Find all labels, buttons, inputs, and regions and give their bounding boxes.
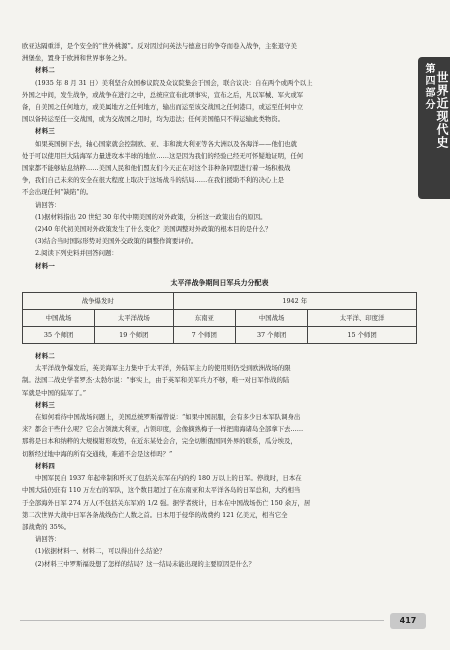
question-1-heading: 请回答： (35, 200, 61, 209)
chapter-part-label: 第四部分 (423, 63, 434, 111)
question-2-item: (1)依据材料一、材料二，可以得出什么结论？ (35, 547, 166, 556)
table-column-header: 中国战场 (23, 310, 95, 327)
table-group-header: 1942 年 (173, 293, 416, 310)
material-2-heading: 材料二 (35, 66, 56, 75)
material-3-line: 争，我们自己未来的安全在很大程度上取决于这场战斗的结局……在我们援助不利的决心上是 (22, 176, 285, 185)
question-1-item: (3)结合当时国际形势对美国外交政策的调整作简要评价。 (35, 237, 198, 246)
material-2-line: 外国之中间，发生战争，或战争在进行之中，总统应宣布此项事实，宣布之后，凡以军械、军火或军 (22, 90, 304, 99)
intro-line: 洲堡垒，置身于欧洲和世界事务之外。 (22, 54, 131, 63)
material-3-heading: 材料三 (35, 127, 56, 136)
material-4-heading: 材料四 (35, 461, 56, 470)
material-3b-line: 切断经过地中海的所有交通线，难道不会是这样吗？” (22, 449, 173, 458)
table-group-header: 战争爆发时 (23, 293, 174, 310)
question-1-item: (2)40 年代初美国对外政策发生了什么变化？美国调整对外政策的根本目的是什么？ (35, 225, 272, 234)
table-cell: 37 个师团 (236, 327, 308, 344)
table-cell: 19 个师团 (95, 327, 173, 344)
question-2-item: (2)材料三中罗斯福设想了怎样的结局？这一结局未能出现的主要原因是什么？ (35, 559, 255, 568)
material-3b-line: 在如何看待中国战场问题上，美国总统罗斯福曾说：“如果中国屈服，会有多少日本军队调身出 (35, 413, 301, 422)
page-footer (20, 610, 426, 636)
question-2-intro: 2.阅读下列史料并回答问题： (35, 249, 118, 258)
material-4-line: 中国大陆仍驻有 110 万左右的军队，这个数目超过了在东南亚和太平洋各岛的日军总和，大约相当 (22, 486, 301, 495)
table-column-header: 中国战场 (236, 310, 308, 327)
material-2b-line: 制。法国二战史学者罗杰·太勃尔说：“事实上，由于英军和美军兵力不够，唯一对日军作战的陆 (22, 376, 290, 385)
material-4-line: 于全部海外日军 274 万人(不包括关东军)的 1/2 强。据学者统计，日本在中国战场伤亡 150 余万，居 (22, 498, 311, 507)
material-3-line: 如果英国倒下去，轴心国家就会控制欧、亚、非和澳大利亚等各大洲以及各海洋——他们也就 (35, 139, 298, 148)
material-1-heading: 材料一 (35, 261, 56, 270)
table-row (23, 310, 417, 327)
intro-line: 欧亚达隔重洋，是个安全的“世外桃源”。反对因过问英法与德意日的争夺而卷入战争，主张退守美 (22, 42, 297, 50)
page-number: 417 (390, 613, 426, 629)
material-2-line: 国以备转运至任一交战国，或为交战国之用时，均为违法；任何美国船只不得运输此类物资。 (22, 115, 285, 124)
material-2b-line: 太平洋战争爆发后，英美海军主力集中于太平洋，外陆军主力的使用则仍受到欧洲战场的限 (35, 364, 291, 373)
table-column-header: 东南亚 (173, 310, 236, 327)
troop-distribution-table (22, 292, 417, 344)
table-column-header: 太平洋战场 (95, 310, 173, 327)
material-2b-line: 军就是中国的陆军了。” (22, 388, 86, 397)
material-3b-line: 来？都会干些什么呢？它会占领澳大利亚，占领印度，会像摘熟梅子一样把南海诸岛全部拿下去…… (22, 425, 304, 434)
page-content (22, 40, 417, 570)
footer-rule (20, 620, 384, 621)
table-cell: 7 个师团 (173, 327, 236, 344)
side-chapter-tab (418, 57, 450, 199)
table-column-header: 太平洋、印度洋 (308, 310, 417, 327)
material-4-line: 中国军民自 1937 年起牵制和歼灭了包括关东军在内的约 180 万以上的日军。停战时，日本在 (35, 474, 302, 483)
material-3-line: 不会出现任何“缺陷”的。 (22, 188, 93, 197)
question-1-item: (1)据材料指出 20 世纪 30 年代中期美国的对外政策，分析这一政策出台的原因。 (35, 212, 267, 221)
material-3-line: 国家都不能够姑息纳粹……美国人民和他们盟友们今天正在对这个非种条同盟进行着一场积极战 (22, 164, 291, 173)
table-title: 太平洋战争期间日军兵力分配表 (170, 278, 269, 287)
table-cell: 35 个师团 (23, 327, 95, 344)
table-row (23, 327, 417, 344)
material-3b-line: 那将是日本和纳粹的大规模钳形攻势，在近东某处会合，完全切断俄国同外界的联系，瓜分埃及， (22, 437, 297, 446)
material-4-line: 部战费的 35%。 (22, 522, 71, 531)
material-4-line: 第二次世界大战中日军各条战线伤亡人数之首。日本用于侵华的战费约 121 亿美元，相当它全 (22, 510, 288, 519)
material-3b-heading: 材料三 (35, 400, 56, 409)
material-2-line: (1935 年 8 月 31 日）美利坚合众国参议院及众议院集会于国会，联合议决：自在两个或两个以上 (35, 78, 313, 87)
material-2-line: 备，自美国之任何地方，或美属地方之任何地方，输出而运至该交战国之任何港口，或运至任何中立 (22, 103, 304, 112)
material-3-line: 处于可以使用巨大陆海军力量进攻本半球的地位……这是因为我们的经验已经无可怀疑地证明，任何 (22, 151, 304, 160)
table-cell: 15 个师团 (308, 327, 417, 344)
chapter-title-label: 世界近现代史 (435, 71, 449, 149)
material-2b-heading: 材料二 (35, 352, 56, 361)
question-2-heading: 请回答： (35, 535, 61, 544)
